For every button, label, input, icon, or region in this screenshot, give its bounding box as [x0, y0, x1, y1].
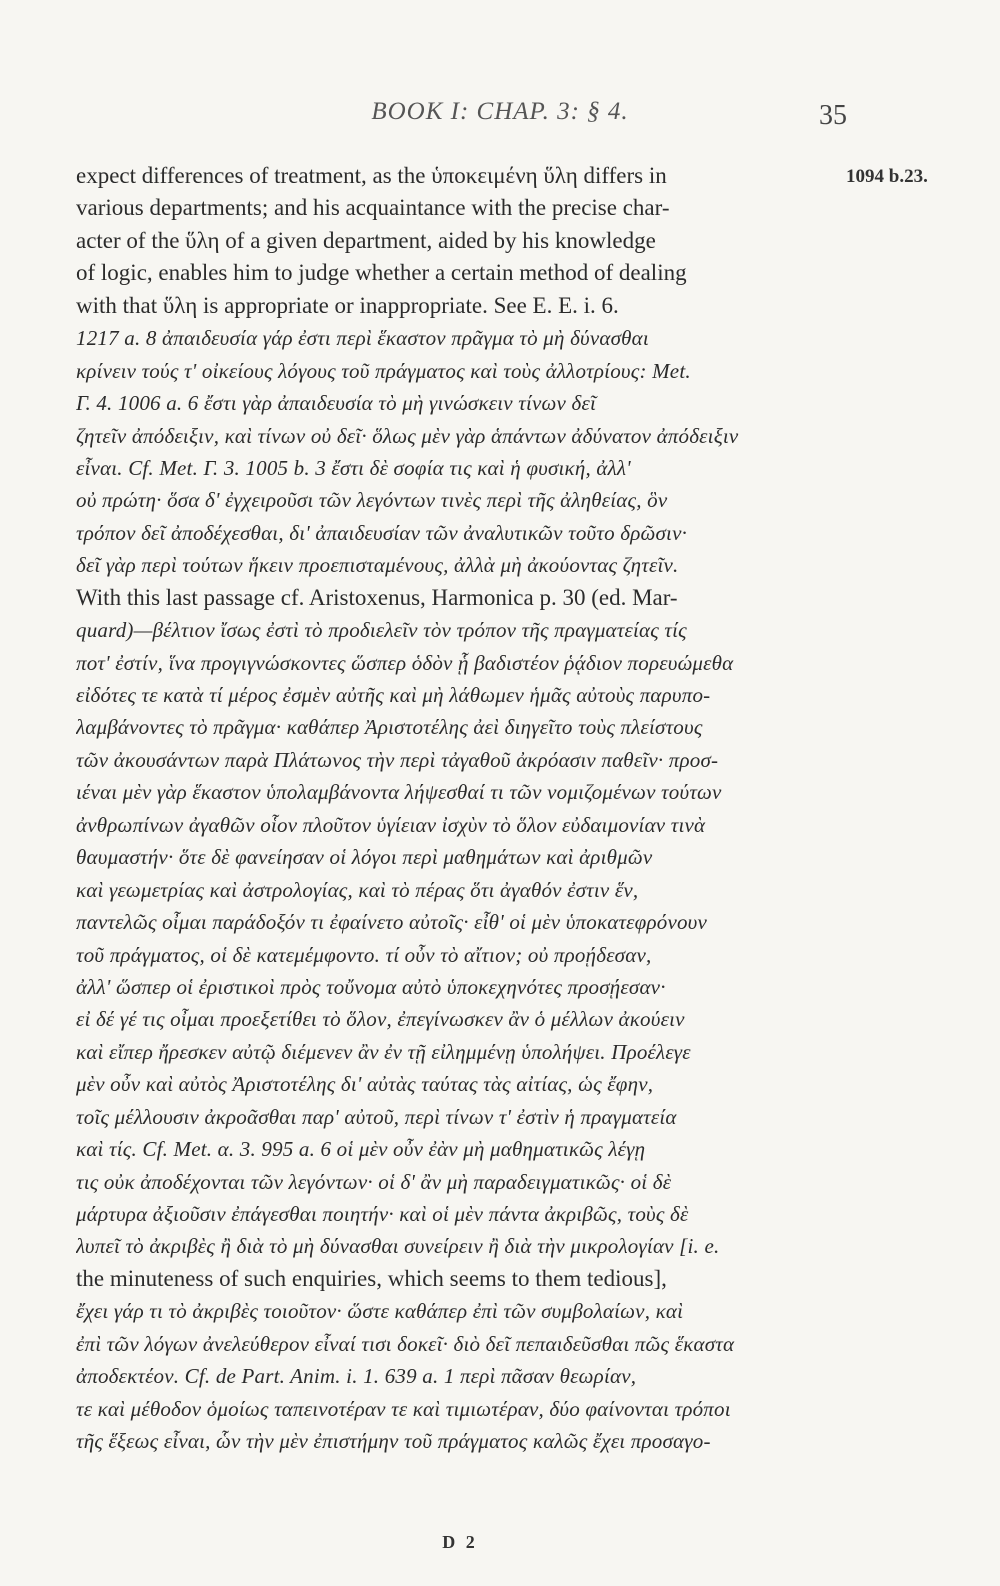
text-line: ἀποδεκτέον. Cf. de Part. Anim. i. 1. 639 a. 1 περὶ πᾶσαν θεωρίαν,: [76, 1364, 637, 1389]
text-line: κρίνειν τούς τ' οἰκείους λόγους τοῦ πράγματος καὶ τοὺς ἀλλοτρίους: Met.: [76, 358, 691, 383]
text-line: ζητεῖν ἀπόδειξιν, καὶ τίνων οὐ δεῖ· ὅλως μὲν γὰρ ἁπάντων ἀδύνατον ἀπόδειξιν: [76, 423, 739, 448]
text-line: τῆς ἕξεως εἶναι, ὧν τὴν μὲν ἐπιστήμην τοῦ πράγματος καλῶς ἔχει προσαγο-: [76, 1429, 711, 1454]
text-line: ιέναι μὲν γὰρ ἕκαστον ὑπολαμβάνοντα λήψεσθαί τι τῶν νομιζομένων τούτων: [76, 780, 722, 805]
text-line: 1217 a. 8 ἀπαιδευσία γάρ ἐστι περὶ ἕκαστον πρᾶγμα τὸ μὴ δύνασθαι: [76, 326, 649, 351]
text-line: εἶναι. Cf. Met. Γ. 3. 1005 b. 3 ἔστι δὲ σοφία τις καὶ ἡ φυσική, ἀλλ': [76, 455, 631, 480]
text-line: δεῖ γὰρ περὶ τούτων ἥκειν προεπισταμένους, ἀλλὰ μὴ ἀκούοντας ζητεῖν.: [76, 553, 679, 578]
text-line: τις οὐκ ἀποδέχονται τῶν λεγόντων· οἱ δ' ἂν μὴ παραδειγματικῶς· οἱ δὲ: [76, 1169, 672, 1194]
text-line: Γ. 4. 1006 a. 6 ἔστι γὰρ ἀπαιδευσία τὸ μὴ γινώσκειν τίνων δεῖ: [76, 391, 596, 416]
text-line: λαμβάνοντες τὸ πρᾶγμα· καθάπερ Ἀριστοτέλης ἀεὶ διηγεῖτο τοὺς πλείστους: [76, 715, 703, 740]
text-line: τε καὶ μέθοδον ὁμοίως ταπεινοτέραν τε καὶ τιμιωτέραν, δύο φαίνονται τρόποι: [76, 1396, 731, 1421]
page-number: 35: [819, 100, 847, 131]
text-line: quard)—βέλτιον ἴσως ἐστὶ τὸ προδιελεῖν τὸν τρόπον τῆς πραγματείας τίς: [76, 618, 687, 643]
text-line: ἐπὶ τῶν λόγων ἀνελεύθερον εἶναί τισι δοκεῖ· διὸ δεῖ πεπαιδεῦσθαι πῶς ἕκαστα: [76, 1331, 735, 1356]
margin-reference: 1094 b.23.: [846, 166, 928, 187]
text-line: with that ὕλη is appropriate or inappropriate. See E. E. i. 6.: [76, 292, 619, 318]
text-line: ἔχει γάρ τι τὸ ἀκριβὲς τοιοῦτον· ὥστε καθάπερ ἐπὶ τῶν συμβολαίων, καὶ: [76, 1299, 684, 1324]
text-line: expect differences of treatment, as the ὑποκειμένη ὕλη differs in: [76, 163, 667, 188]
text-line: εἰ δέ γέ τις οἶμαι προεξετίθει τὸ ὅλον, ἐπεγίνωσκεν ἂν ὁ μέλλων ἀκούειν: [76, 1007, 685, 1032]
text-line: παντελῶς οἶμαι παράδοξόν τι ἐφαίνετο αὐτοῖς· εἶθ' οἱ μὲν ὑποκατεφρόνουν: [76, 910, 708, 935]
signature-mark: D 2: [442, 1532, 478, 1552]
text-line: ἀλλ' ὥσπερ οἱ ἐριστικοὶ πρὸς τοὔνομα αὐτὸ ὑποκεχηνότες προσῄεσαν·: [76, 974, 666, 999]
text-line: καὶ γεωμετρίας καὶ ἀστρολογίας, καὶ τὸ πέρας ὅτι ἀγαθόν ἐστιν ἕν,: [76, 877, 639, 902]
text-line: μὲν οὖν καὶ αὐτὸς Ἀριστοτέλης δι' αὐτὰς ταύτας τὰς αἰτίας, ὡς ἔφην,: [76, 1072, 654, 1097]
running-head: BOOK I: CHAP. 3: § 4.: [371, 98, 629, 125]
body-text: [76, 160, 846, 1458]
text-line: ἀνθρωπίνων ἀγαθῶν οἷον πλοῦτον ὑγίειαν ἰσχὺν τὸ ὅλον εὐδαιμονίαν τινὰ: [76, 812, 706, 837]
text-line: θαυμαστήν· ὅτε δὲ φανείησαν οἱ λόγοι περὶ μαθημάτων καὶ ἀριθμῶν: [76, 845, 653, 870]
text-line: μάρτυρα ἀξιοῦσιν ἐπάγεσθαι ποιητήν· καὶ οἱ μὲν πάντα ἀκριβῶς, τοὺς δὲ: [76, 1202, 689, 1226]
text-line: λυπεῖ τὸ ἀκριβὲς ἢ διὰ τὸ μὴ δύνασθαι συνείρειν ἢ διὰ τὴν μικρολογίαν [i. e.: [76, 1234, 720, 1259]
text-line: τοῦ πράγματος, οἱ δὲ κατεμέμφοντο. τί οὖν τὸ αἴτιον; οὐ προῄδεσαν,: [76, 942, 652, 967]
text-line: καὶ τίς. Cf. Met. α. 3. 995 a. 6 οἱ μὲν οὖν ἐὰν μὴ μαθηματικῶς λέγῃ: [76, 1137, 646, 1162]
text-line: καὶ εἴπερ ἤρεσκεν αὐτῷ διέμενεν ἂν ἐν τῇ εἰλημμένῃ ὑπολήψει. Προέλεγε: [76, 1039, 691, 1064]
text-line: τῶν ἀκουσάντων παρὰ Πλάτωνος τὴν περὶ τἀγαθοῦ ἀκρόασιν παθεῖν· προσ-: [76, 747, 719, 772]
text-line: τρόπον δεῖ ἀποδέχεσθαι, δι' ἀπαιδευσίαν τῶν ἀναλυτικῶν τοῦτο δρῶσιν·: [76, 520, 688, 545]
text-line: the minuteness of such enquiries, which seems to them tedious],: [76, 1265, 667, 1291]
text-line: of logic, enables him to judge whether a certain method of dealing: [76, 260, 687, 286]
text-line: ποτ' ἐστίν, ἵνα προγιγνώσκοντες ὥσπερ ὁδὸν ᾗ βαδιστέον ῥᾴδιον πορευώμεθα: [76, 650, 734, 675]
text-line: τοῖς μέλλουσιν ἀκροᾶσθαι παρ' αὐτοῦ, περὶ τίνων τ' ἐστὶν ἡ πραγματεία: [76, 1104, 677, 1129]
text-line: οὐ πρώτη· ὅσα δ' ἐγχειροῦσι τῶν λεγόντων τινὲς περὶ τῆς ἀληθείας, ὃν: [76, 488, 668, 513]
text-line: acter of the ὕλη of a given department, aided by his knowledge: [76, 227, 656, 253]
text-line: With this last passage cf. Aristoxenus, Harmonica p. 30 (ed. Mar-: [76, 584, 678, 610]
text-line: various departments; and his acquaintance with the precise char-: [76, 195, 670, 221]
text-line: εἰδότες τε κατὰ τί μέρος ἐσμὲν αὐτῆς καὶ μὴ λάθωμεν ἡμᾶς αὐτοὺς παρυπο-: [76, 683, 711, 707]
